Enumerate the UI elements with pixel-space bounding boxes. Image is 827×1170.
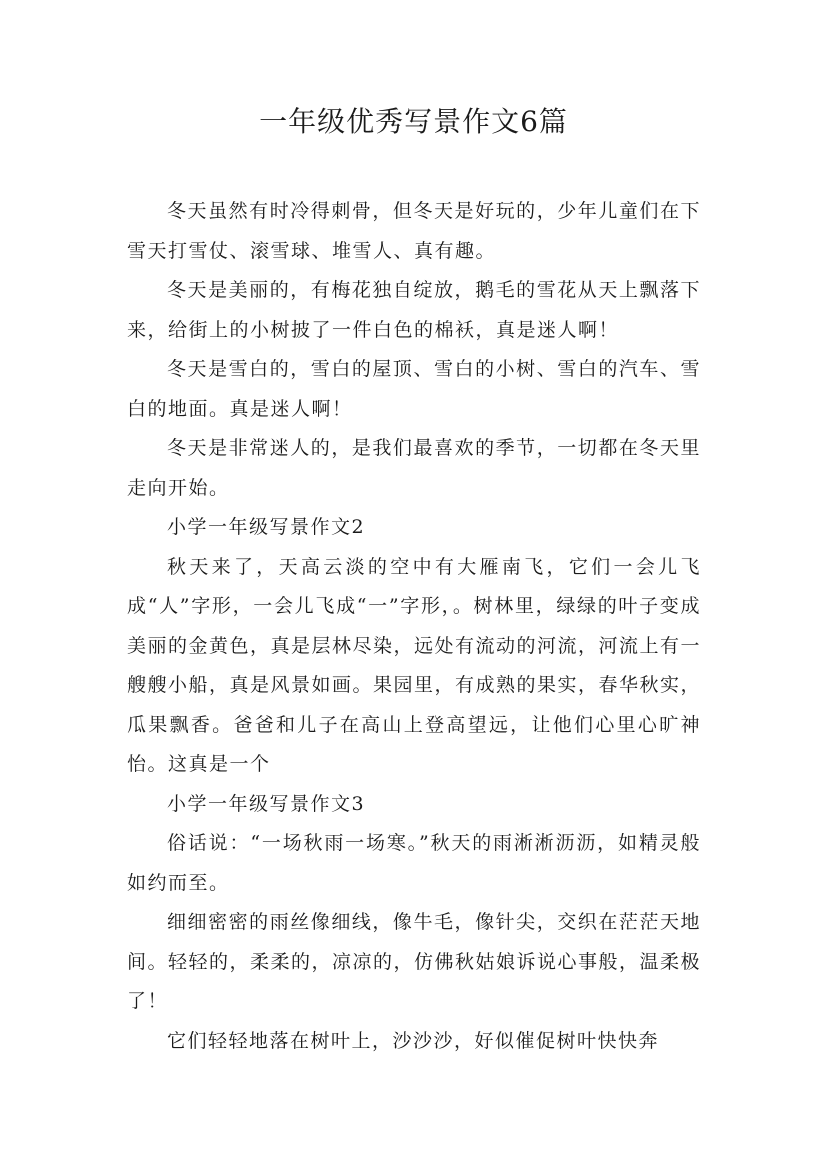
document-body bbox=[127, 192, 701, 1061]
paragraph-rain-on-leaves: 它们轻轻地落在树叶上，沙沙沙，好似催促树叶快快奔 bbox=[167, 1029, 660, 1052]
section-heading-3: 小学一年级写景作文3 bbox=[167, 792, 366, 815]
paragraph-winter-fun: 冬天虽然有时冷得刺骨，但冬天是好玩的，少年儿童们在下雪天打雪仗、滚雪球、堆雪人、真有趣。 bbox=[127, 200, 701, 262]
paragraph-autumn-scenery: 秋天来了，天高云淡的空中有大雁南飞，它们一会儿飞成“人”字形，一会儿飞成“一”字形，。树林里，绿绿的叶子变成美丽的金黄色，真是层林尽染，远处有流动的河流，河流上有一艘艘小船，真是风景如画。果园里，有成熟的果实，春华秋实，瓜果飘香。爸爸和儿子在高山上登高望远，让他们心里心旷神怡。这真是一个 bbox=[127, 555, 702, 775]
section-heading-2: 小学一年级写景作文2 bbox=[167, 516, 366, 538]
paragraph-rain-threads: 细细密密的雨丝像细线，像牛毛，像针尖，交织在茫茫天地间。轻轻的，柔柔的，凉凉的，仿佛秋姑娘诉说心事般，温柔极了！ bbox=[127, 911, 702, 1012]
paragraph-winter-white: 冬天是雪白的，雪白的屋顶、雪白的小树、雪白的汽车、雪白的地面。真是迷人啊！ bbox=[127, 358, 701, 420]
paragraph-winter-beautiful: 冬天是美丽的，有梅花独自绽放，鹅毛的雪花从天上飘落下来，给街上的小树披了一件白色的棉袄，真是迷人啊！ bbox=[127, 279, 701, 341]
paragraph-autumn-rain-saying: 俗话说：“一场秋雨一场寒。”秋天的雨淅淅沥沥，如精灵般如约而至。 bbox=[127, 832, 701, 894]
document-title: 一年级优秀写景作文6篇 bbox=[259, 105, 568, 138]
paragraph-winter-charming: 冬天是非常迷人的，是我们最喜欢的季节，一切都在冬天里走向开始。 bbox=[127, 437, 701, 499]
